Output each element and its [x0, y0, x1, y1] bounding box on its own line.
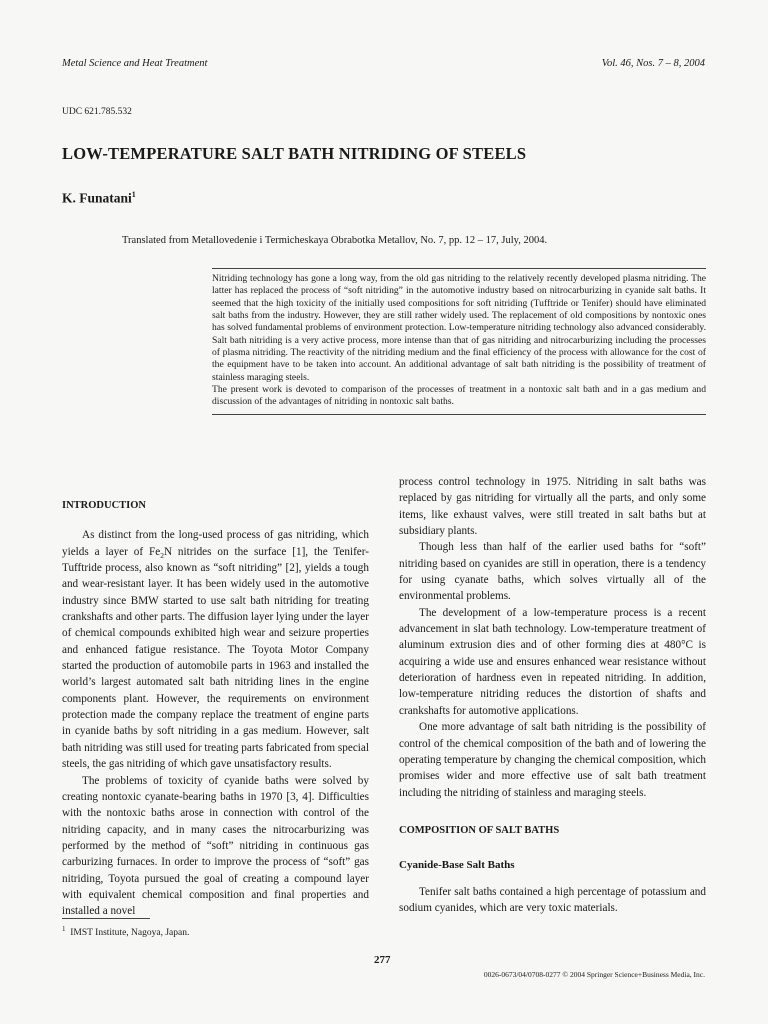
udc-code: UDC 621.785.532	[62, 107, 132, 117]
subscript: 2	[160, 550, 164, 560]
abstract-paragraph: The present work is devoted to comparison of the processes of treatment in a nontoxic salt bath and in a gas medium and discussion of the advantages of nitriding in nontoxic salt baths.	[212, 384, 706, 408]
body-paragraph: The development of a low-temperature process is a recent advancement in slat bath technology. Low-temperature treatment of aluminum extrusion dies and of other forming dies at 480°C is acquiring a wide use and ensures enhanced wear resistance without deterioration of hardness even in repeated nitriding. In addition, low-temperature nitriding reduces the distortion of shafts and crankshafts for automotive applications.	[399, 606, 706, 717]
section-heading-composition: COMPOSITION OF SALT BATHS	[399, 824, 560, 836]
copyright-line: 0026-0673/04/0708-0277 © 2004 Springer Science+Business Media, Inc.	[483, 970, 705, 979]
left-column	[62, 498, 369, 920]
translation-note: Translated from Metallovedenie i Termicheskaya Obrabotka Metallov, No. 7, pp. 12 – 17, July, 2004.	[122, 235, 548, 246]
footnote-mark: 1	[62, 925, 66, 933]
body-paragraph: Though less than half of the earlier used baths for “soft” nitriding based on cyanides are still in operation, there is a tendency for using cyanate baths, which solves virtually all of the environmental problems.	[399, 541, 706, 603]
journal-name: Metal Science and Heat Treatment	[62, 58, 208, 69]
body-paragraph: process control technology in 1975. Nitriding in salt baths was replaced by gas nitriding for virtually all the parts, and only some items, like exhaust valves, were still treated in salt baths but at subsidiary plants.	[399, 476, 706, 538]
author	[62, 190, 136, 207]
right-column	[399, 474, 706, 916]
author-name: K. Funatani	[62, 190, 132, 206]
volume-info: Vol. 46, Nos. 7 – 8, 2004	[601, 58, 705, 69]
body-paragraph: As distinct from the long-used process of gas nitriding, which yields a layer of $Fe_2N$ nitrides on the surface [1], the Tenifer-Tufftride process, also known as “soft nitriding” [2], yields a tough and wear-resistant layer. It has been widely used in the automotive industry since BMW started to use salt bath nitriding for treating crankshafts and other parts. The diffusion layer lying under the layer of chemical compounds exhibited high wear and seizure properties and enhanced fatigue resistance. The Toyota Motor Company started the production of automobile parts in 1963 and installed the world’s largest automated salt bath nitriding lines in the engine components plant. However, the requirements on environment protection made the company replace the treatment of engine parts in cyanide baths by soft nitriding in a gas medium. However, salt bath nitriding was still used for treating parts fabricated from special steels, the gas nitriding of which gave unsatisfactory results.	[62, 529, 370, 771]
page-number: 277	[374, 954, 391, 966]
abstract-paragraph: Nitriding technology has gone a long way, from the old gas nitriding to the relatively recently developed plasma nitriding. The latter has replaced the process of “soft nitriding” in the automotive industry based on nitrocarburizing in cyanide salt baths. It seemed that the high toxicity of the initially used compositions for soft nitriding (Tufftride or Tenifer) should have eliminated salt baths from the industry. However, they are still rather widely used. The replacement of old compositions by nontoxic ones has solved fundamental problems of environment protection. Low-temperature nitriding technology also advanced considerably. Salt bath nitriding is a very active process, more intense than that of gas nitriding and nitrocarburizing including the processes of plasma nitriding. The reactivity of the nitriding medium and the final efficiency of the process with allowance for the cost of the equipment have to be taken into account. An additional advantage of salt bath nitriding is the possibility of treatment of stainless maraging steels.	[212, 273, 706, 383]
footnote	[62, 925, 189, 938]
author-footnote-mark: 1	[131, 190, 136, 199]
body-paragraph: One more advantage of salt bath nitriding is the possibility of control of the chemical composition of the bath and of lowering the operating temperature by changing the chemical composition, which promises wider and more effective use of salt bath treatment including the nitriding of stainless and maraging steels.	[399, 721, 706, 799]
footnote-rule	[62, 918, 150, 919]
footnote-text: IMST Institute, Nagoya, Japan.	[70, 928, 190, 939]
section-heading-introduction: INTRODUCTION	[62, 500, 147, 511]
body-paragraph: Tenifer salt baths contained a high percentage of potassium and sodium cyanides, which are very toxic materials.	[399, 885, 706, 914]
subsection-heading-cyanide: Cyanide-Base Salt Baths	[399, 859, 515, 872]
body-paragraph: The problems of toxicity of cyanide baths were solved by creating nontoxic cyanate-bearing baths in 1970 [3, 4]. Difficulties with the nontoxic baths arose in connection with control of the nitriding capacity, and in many cases the nitrocarburizing was performed by the method of “soft” nitriding in continuous gas carburizing furnaces. In order to improve the process of “soft” gas nitriding, Toyota pursued the goal of creating a compound layer with equivalent chemical composition and final properties and installed a novel	[62, 774, 369, 918]
abstract	[212, 268, 706, 415]
paper-title: LOW-TEMPERATURE SALT BATH NITRIDING OF STEELS	[62, 144, 527, 163]
